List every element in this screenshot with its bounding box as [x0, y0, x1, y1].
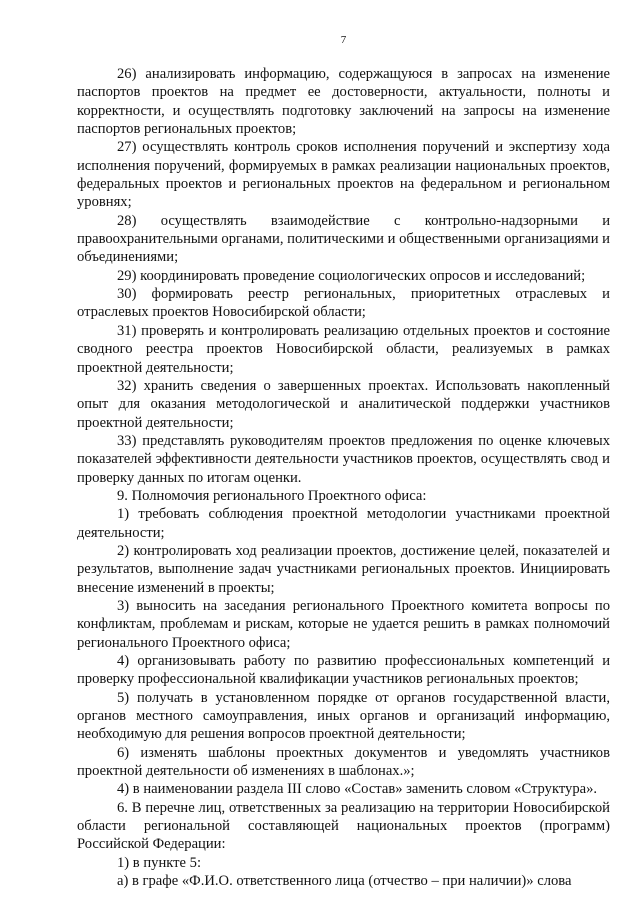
amendment-item-6: 6. В перечне лиц, ответственных за реализацию на территории Новосибирской области региональной составляющей национальных проектов (программ) Российской Федерации: — [77, 799, 610, 853]
paragraph-item-30: 30) формировать реестр региональных, приоритетных отраслевых и отраслевых проектов Новосибирской области; — [77, 286, 610, 321]
paragraph-item-33: 33) представлять руководителям проектов предложения по оценке ключевых показателей эффективности деятельности участников проектов, осуществлять свод и проверку данных по итогам оценки. — [77, 432, 610, 486]
subitem-1: 1) в пункте 5: — [117, 854, 202, 871]
authority-item-1: 1) требовать соблюдения проектной методологии участниками проектной деятельности; — [77, 506, 610, 541]
paragraph-item-28: 28) осуществлять взаимодействие с контрольно-надзорными и правоохранительными органами, политическими и общественными организациями и объединениями; — [77, 212, 610, 266]
page-number: 7 — [340, 34, 347, 46]
paragraph-item-31: 31) проверять и контролировать реализацию отдельных проектов и состояние сводного реестра проектов Новосибирской области, реализуемых в рамках проектной деятельности; — [77, 322, 610, 376]
section-heading-9: 9. Полномочия регионального Проектного офиса: — [117, 487, 427, 504]
paragraph-item-27: 27) осуществлять контроль сроков исполнения поручений и экспертизу хода исполнения поручений, формируемых в рамках реализации национальных проектов, федеральных проектов и региональных проектов на федеральном и региональном уровнях; — [77, 139, 610, 211]
authority-item-4: 4) организовывать работу по развитию профессиональных компетенций и проверку профессиональной квалификации участников региональных проектов; — [77, 653, 610, 688]
authority-item-6: 6) изменять шаблоны проектных документов и уведомлять участников проектной деятельности об изменениях в шаблонах.»; — [77, 744, 610, 780]
subitem-a: а) в графе «Ф.И.О. ответственного лица (отчество – при наличии)» слова — [117, 873, 572, 890]
paragraph-item-29: 29) координировать проведение социологических опросов и исследований; — [117, 267, 586, 284]
authority-item-5: 5) получать в установленном порядке от органов государственной власти, органов местного самоуправления, иных органов и организаций информацию, необходимую для решения вопросов проектной деятельности; — [77, 689, 610, 743]
authority-item-3: 3) выносить на заседания регионального Проектного комитета вопросы по конфликтам, проблемам и рискам, которые не удается решить в рамках полномочий регионального Проектного офиса; — [77, 597, 610, 651]
document-body — [77, 65, 610, 890]
amendment-item-4: 4) в наименовании раздела III слово «Состав» заменить словом «Структура». — [117, 781, 598, 798]
paragraph-item-32: 32) хранить сведения о завершенных проектах. Использовать накопленный опыт для оказания методологической и аналитической поддержки участников проектной деятельности; — [77, 377, 610, 431]
authority-item-2: 2) контролировать ход реализации проектов, достижение целей, показателей и результатов, выполнение задач участниками региональных проектов. Инициировать внесение изменений в проекты; — [77, 542, 610, 596]
paragraph-item-26: 26) анализировать информацию, содержащуюся в запросах на изменение паспортов проектов на предмет ее достоверности, актуальности, полноты и корректности, и осуществлять подготовку заключений на запросы на изменение паспортов региональных проектов; — [77, 66, 610, 138]
